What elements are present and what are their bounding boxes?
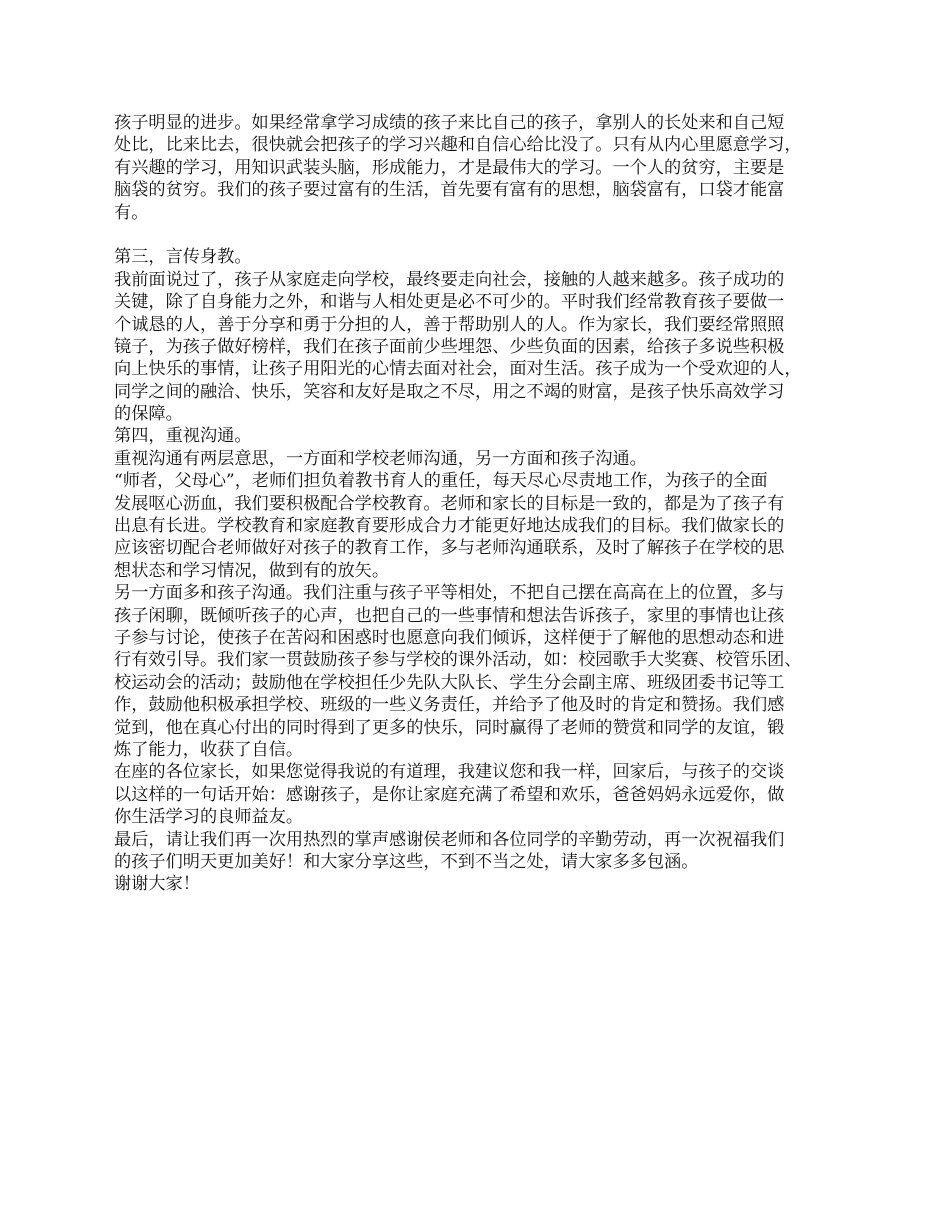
paragraph-child-communication — [114, 582, 844, 761]
paragraph-spacer — [114, 224, 844, 246]
document-page — [114, 112, 844, 896]
text-line: 以这样的一句话开始：感谢孩子，是你让家庭充满了希望和欢乐，爸爸妈妈永远爱你，做 — [114, 784, 785, 805]
paragraph-final-thanks — [114, 829, 844, 874]
section-intro: 重视沟通有两层意思，一方面和学校老师沟通，另一方面和孩子沟通。 — [114, 448, 647, 469]
paragraph-progress — [114, 112, 844, 224]
text-line: 觉到，他在真心付出的同时得到了更多的快乐，同时赢得了老师的赞赏和同学的友谊，锻 — [114, 717, 785, 738]
text-line: 另一方面多和孩子沟通。我们注重与孩子平等相处，不把自己摆在高高在上的位置，多与 — [114, 583, 785, 604]
text-line: 我前面说过了，孩子从家庭走向学校，最终要走向社会，接触的人越来越多。孩子成功的 — [114, 269, 785, 290]
text-line: 在座的各位家长，如果您觉得我说的有道理，我建议您和我一样，回家后，与孩子的交谈 — [114, 762, 785, 783]
text-line: 脑袋的贫穷。我们的孩子要过富有的生活，首先要有富有的思想，脑袋富有，口袋才能富 — [114, 180, 785, 201]
text-line: 你生活学习的良师益友。 — [114, 807, 304, 828]
section-heading-four: 第四，重视沟通。 — [114, 426, 252, 447]
text-line: 个诚恳的人，善于分享和勇于分担的人，善于帮助别人的人。作为家长，我们要经常照照 — [114, 314, 785, 335]
closing-line: 谢谢大家！ — [114, 874, 200, 895]
text-line: 处比，比来比去，很快就会把孩子的学习兴趣和自信心给比没了。只有从内心里愿意学习， — [114, 135, 802, 156]
text-line: 有。 — [114, 202, 149, 223]
text-line: 行有效引导。我们家一贯鼓励孩子参与学校的课外活动，如：校园歌手大奖赛、校管乐团、 — [114, 650, 802, 671]
text-line: 同学之间的融洽、快乐，笑容和友好是取之不尽，用之不竭的财富，是孩子快乐高效学习 — [114, 381, 785, 402]
text-line: 有兴趣的学习，用知识武装头脑，形成能力，才是最伟大的学习。一个人的贫穷，主要是 — [114, 157, 785, 178]
text-line: “师者，父母心”，老师们担负着教书育人的重任，每天尽心尽责地工作，为孩子的全面 — [114, 471, 768, 492]
text-line: 校运动会的活动；鼓励他在学校担任少先队大队长、学生分会副主席、班级团委书记等工 — [114, 672, 785, 693]
text-line: 作，鼓励他积极承担学校、班级的一些义务责任，并给予了他及时的肯定和赞扬。我们感 — [114, 695, 785, 716]
text-line: 的孩子们明天更加美好！和大家分享这些，不到不当之处，请大家多多包涵。 — [114, 851, 699, 872]
text-line: 应该密切配合老师做好对孩子的教育工作，多与老师沟通联系，及时了解孩子在学校的思 — [114, 538, 785, 559]
text-line: 关键，除了自身能力之外，和谐与人相处更是必不可少的。平时我们经常教育孩子要做一 — [114, 292, 785, 313]
paragraph-teacher-communication — [114, 470, 844, 582]
text-line: 孩子明显的进步。如果经常拿学习成绩的孩子来比自己的孩子，拿别人的长处来和自己短 — [114, 113, 785, 133]
text-line: 镜子，为孩子做好榜样，我们在孩子面前少些埋怨、少些负面的因素，给孩子多说些积极 — [114, 336, 785, 357]
text-line: 炼了能力，收获了自信。 — [114, 739, 304, 760]
section-heading-three: 第三，言传身教。 — [114, 247, 252, 268]
text-line: 最后，请让我们再一次用热烈的掌声感谢侯老师和各位同学的辛勤劳动，再一次祝福我们 — [114, 829, 785, 850]
paragraph-suggestion — [114, 761, 844, 828]
paragraph-role-model — [114, 269, 844, 426]
text-line: 子参与讨论，使孩子在苦闷和困惑时也愿意向我们倾诉，这样便于了解他的思想动态和进 — [114, 627, 785, 648]
text-line: 出息有长进。学校教育和家庭教育要形成合力才能更好地达成我们的目标。我们做家长的 — [114, 516, 785, 537]
text-line: 发展呕心沥血，我们要积极配合学校教育。老师和家长的目标是一致的，都是为了孩子有 — [114, 493, 785, 514]
text-line: 想状态和学习情况，做到有的放矢。 — [114, 560, 390, 581]
text-line: 向上快乐的事情，让孩子用阳光的心情去面对社会，面对生活。孩子成为一个受欢迎的人， — [114, 359, 802, 380]
text-line: 的保障。 — [114, 404, 183, 425]
text-line: 孩子闲聊，既倾听孩子的心声，也把自己的一些事情和想法告诉孩子，家里的事情也让孩 — [114, 605, 785, 626]
